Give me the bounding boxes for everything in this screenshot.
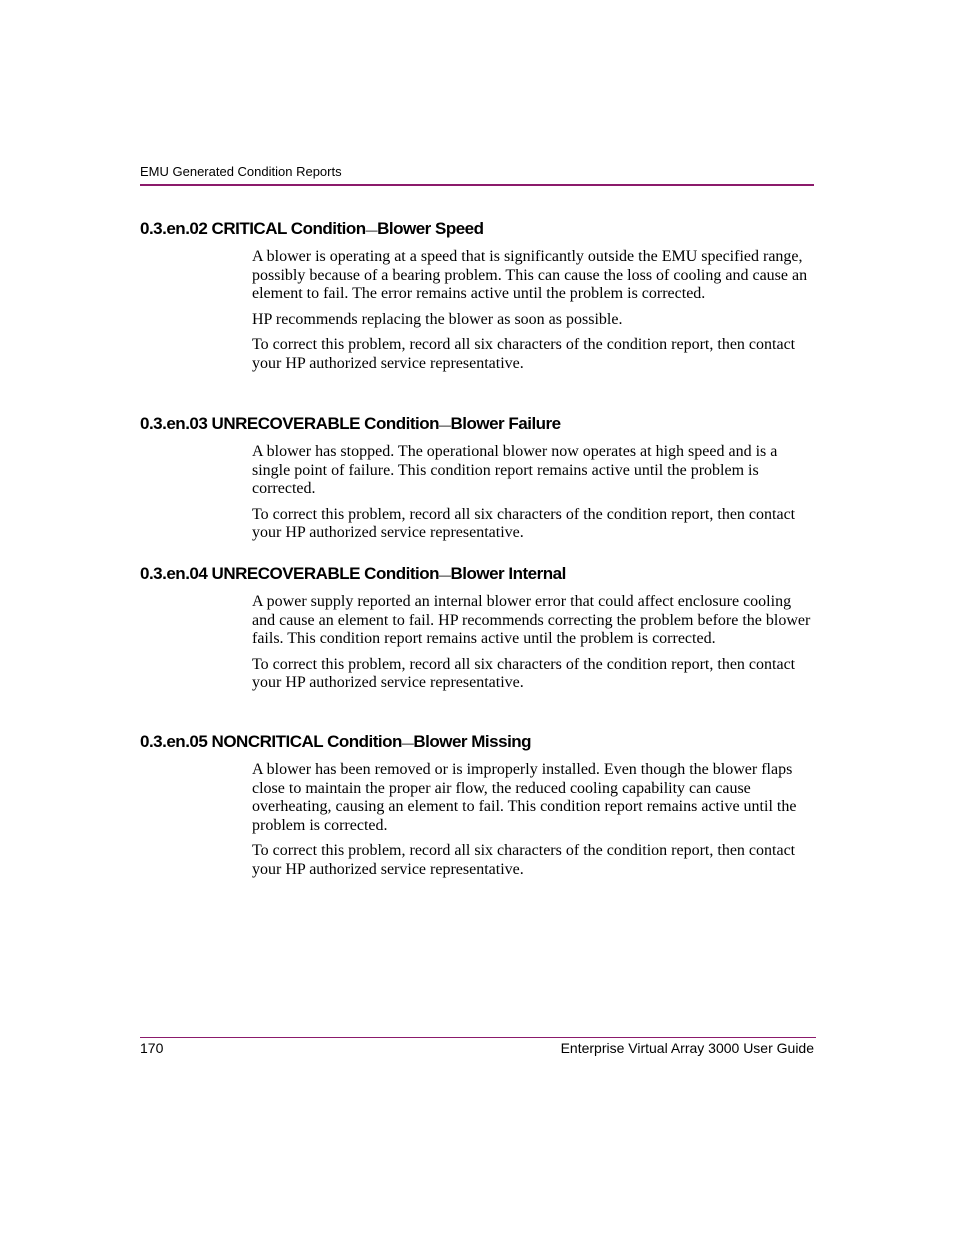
heading-subject: Blower Internal <box>450 564 566 583</box>
paragraph: A blower is operating at a speed that is significantly outside the EMU specified range, possibly because of a bearing problem. This can cause the loss of cooling and cause an element to fail. The error remains active until the problem is corrected. <box>252 248 808 303</box>
section-blower-speed <box>140 218 814 381</box>
footer-guide-title: Enterprise Virtual Array 3000 User Guide <box>560 1040 814 1056</box>
footer-divider <box>140 1037 816 1038</box>
heading-dash: — <box>365 223 378 237</box>
heading-code: 0.3.en.04 UNRECOVERABLE Condition <box>140 564 439 583</box>
running-header-title: EMU Generated Condition Reports <box>140 164 342 179</box>
heading-subject: Blower Speed <box>377 219 484 238</box>
heading-code: 0.3.en.03 UNRECOVERABLE Condition <box>140 414 439 433</box>
heading-dash: — <box>401 736 414 750</box>
section-heading <box>140 413 814 436</box>
section-body <box>252 248 812 374</box>
section-body <box>252 761 812 880</box>
section-heading <box>140 731 814 754</box>
paragraph: To correct this problem, record all six characters of the condition report, then contact your HP authorized service representative. <box>252 505 796 542</box>
paragraph: To correct this problem, record all six characters of the condition report, then contact your HP authorized service representative. <box>252 655 796 692</box>
section-heading <box>140 563 814 586</box>
section-body <box>252 593 812 693</box>
paragraph: A blower has been removed or is improperly installed. Even though the blower flaps close to maintain the proper air flow, the reduced cooling capability can cause overheating, causing an element to fail. This condition report remains active until the problem is corrected. <box>252 761 797 834</box>
paragraph: To correct this problem, record all six characters of the condition report, then contact your HP authorized service representative. <box>252 842 796 878</box>
header-divider <box>140 184 814 186</box>
heading-code: 0.3.en.02 CRITICAL Condition <box>140 219 366 238</box>
paragraph: HP recommends replacing the blower as soon as possible. <box>252 310 623 328</box>
heading-dash: — <box>438 568 451 582</box>
heading-subject: Blower Missing <box>413 732 532 751</box>
section-blower-missing <box>140 731 814 887</box>
paragraph: A blower has stopped. The operational blower now operates at high speed and is a single point of failure. This condition report remains active until the problem is corrected. <box>252 443 778 498</box>
heading-code: 0.3.en.05 NONCRITICAL Condition <box>140 732 402 751</box>
page-number: 170 <box>140 1040 164 1056</box>
section-blower-failure <box>140 413 814 550</box>
heading-subject: Blower Failure <box>450 414 561 433</box>
section-blower-internal <box>140 563 814 700</box>
heading-dash: — <box>438 418 451 432</box>
paragraph: To correct this problem, record all six characters of the condition report, then contact your HP authorized service representative. <box>252 336 796 372</box>
section-heading <box>140 218 814 241</box>
paragraph: A power supply reported an internal blower error that could affect enclosure cooling and cause an element to fail. HP recommends correcting the problem before the blower fails. This condition report remains active until the problem is corrected. <box>252 593 811 648</box>
section-body <box>252 443 812 543</box>
